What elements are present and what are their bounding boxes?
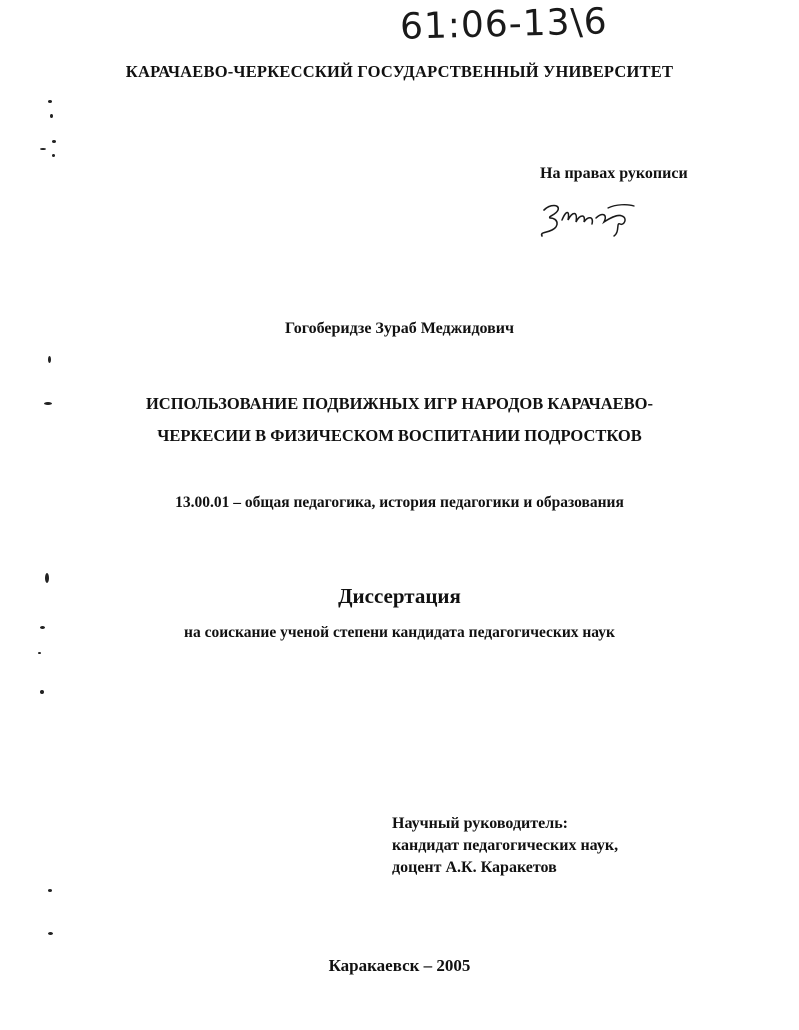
dissertation-title-line-2: ЧЕРКЕСИИ В ФИЗИЧЕСКОМ ВОСПИТАНИИ ПОДРОСТКОВ: [157, 426, 642, 445]
signature-image: [536, 196, 646, 240]
city-year: Каракаевск – 2005: [328, 956, 471, 975]
specialty-code: 13.00.01 – общая педагогика, история педагогики и образования: [175, 494, 624, 511]
supervisor-name: доцент А.К. Каракетов: [392, 859, 557, 876]
document-type-heading: Диссертация: [338, 584, 461, 608]
degree-description: на соискание ученой степени кандидата педагогических наук: [184, 624, 615, 641]
author-name: Гогоберидзе Зураб Меджидович: [284, 320, 515, 337]
supervisor-label: Научный руководитель:: [392, 815, 568, 832]
university-name: КАРАЧАЕВО-ЧЕРКЕССКИЙ ГОСУДАРСТВЕННЫЙ УНИВЕРСИТЕТ: [125, 62, 674, 81]
dissertation-title-line-1: ИСПОЛЬЗОВАНИЕ ПОДВИЖНЫХ ИГР НАРОДОВ КАРАЧАЕВО-: [145, 394, 654, 413]
supervisor-degree: кандидат педагогических наук,: [392, 837, 619, 854]
archive-code-handwritten: 61:06-13\6: [399, 1, 609, 48]
manuscript-rights-label: На правах рукописи: [540, 165, 688, 182]
